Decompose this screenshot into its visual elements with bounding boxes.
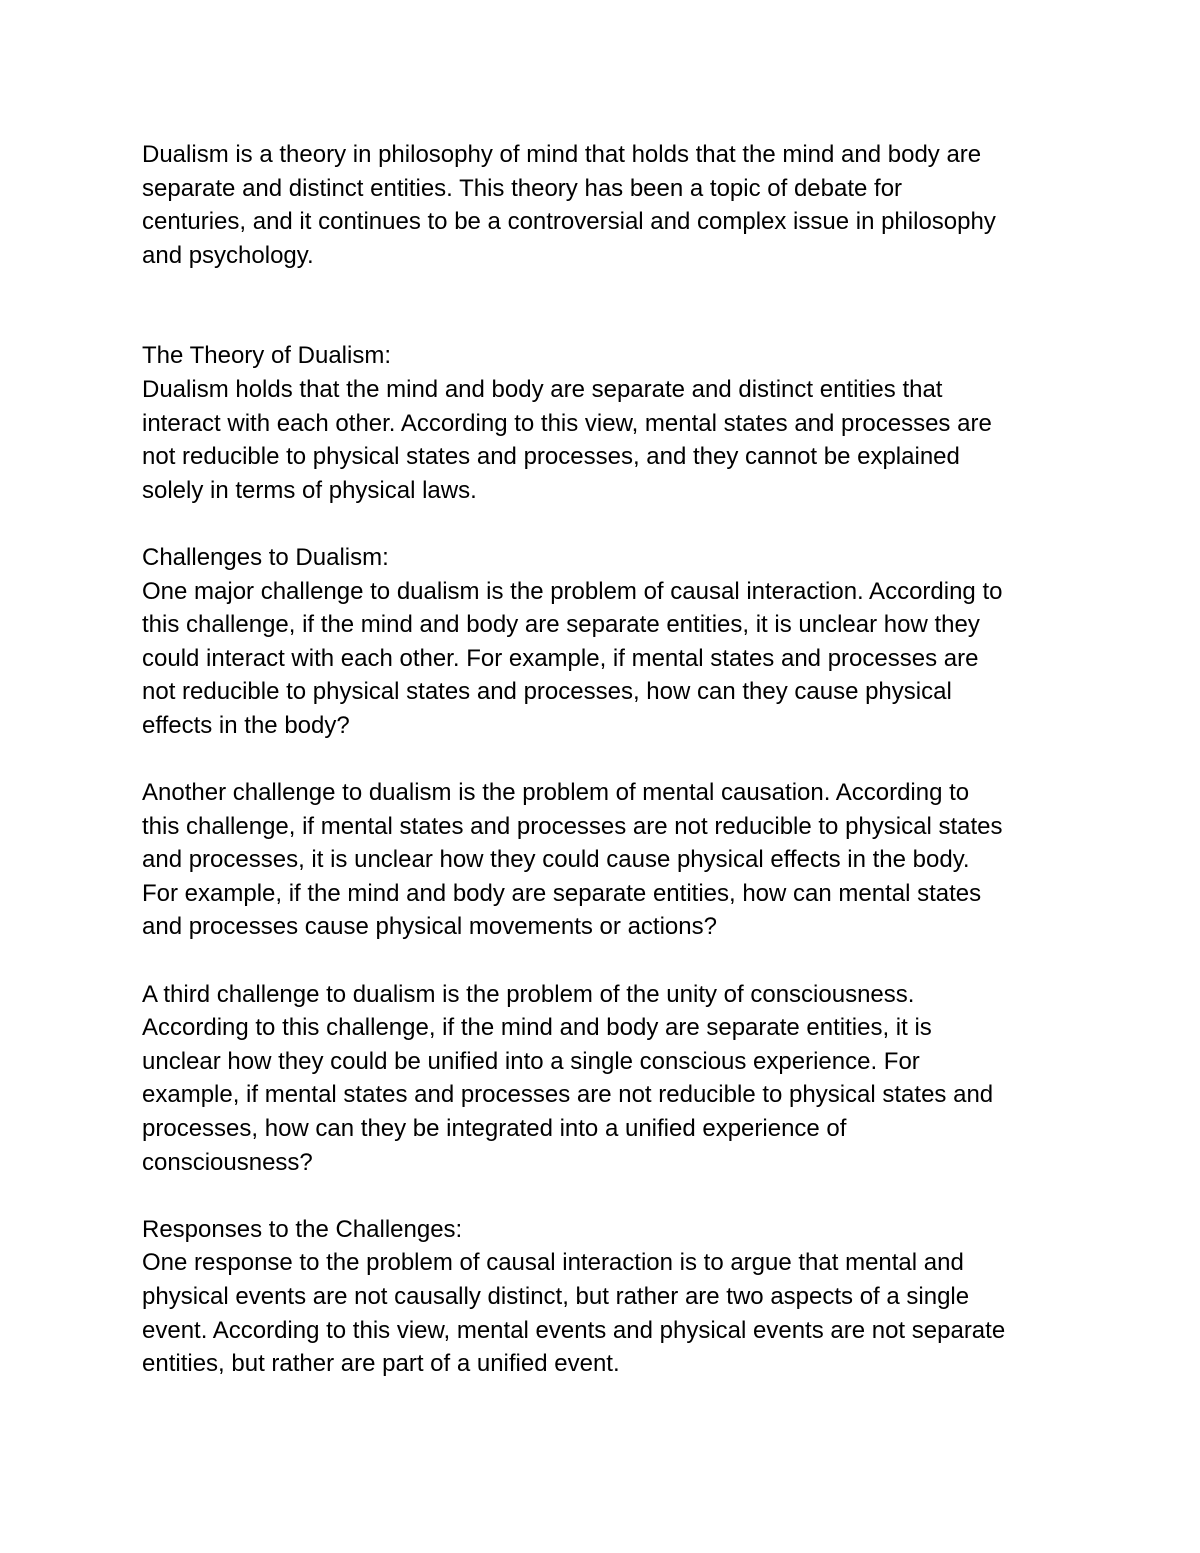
challenge-paragraph-unity-consciousness: A third challenge to dualism is the problem of the unity of consciousness. According to this challenge, if the mind and body are separate entities, it is unclear how they could be unified into a single conscious experience. For example, if mental states and processes are not reducible to physical states and processes, how can they be integrated into a unified experience of consciousness?: [142, 980, 994, 1176]
challenge-paragraph-mental-causation: Another challenge to dualism is the problem of mental causation. According to this challenge, if mental states and processes are not reducible to physical states and processes, it is unclear how they could cause physical effects in the body. For example, if the mind and body are separate entities, how can mental states and processes cause physical movements or actions?: [142, 779, 1003, 941]
spacer: [142, 507, 1072, 541]
section-heading-theory: The Theory of Dualism:: [142, 342, 391, 370]
spacer: [142, 743, 1072, 777]
spacer: [142, 944, 1072, 978]
theory-paragraph: Dualism holds that the mind and body are separate and distinct entities that interact with each other. According to this view, mental states and processes are not reducible to physical states and processes, and they cannot be explained solely in terms of physical laws.: [142, 375, 992, 504]
spacer: [142, 272, 1072, 339]
section-heading-challenges: Challenges to Dualism:: [142, 543, 389, 571]
challenge-paragraph-causal-interaction: One major challenge to dualism is the problem of causal interaction. According to this challenge, if the mind and body are separate entities, it is unclear how they could interact with each other. For example, if mental states and processes are not reducible to physical states and processes, how can they cause physical effects in the body?: [142, 577, 1003, 739]
section-heading-responses: Responses to the Challenges:: [142, 1215, 463, 1243]
response-paragraph: One response to the problem of causal interaction is to argue that mental and physical events are not causally distinct, but rather are two aspects of a single event. According to this view, mental events and physical events are not separate entities, but rather are part of a unified event.: [142, 1249, 1006, 1378]
document-body: [142, 138, 1072, 1381]
spacer: [142, 1179, 1072, 1213]
intro-paragraph: Dualism is a theory in philosophy of mind that holds that the mind and body are separate and distinct entities. This theory has been a topic of debate for centuries, and it continues to be a controversial and complex issue in philosophy and psychology.: [142, 141, 996, 269]
